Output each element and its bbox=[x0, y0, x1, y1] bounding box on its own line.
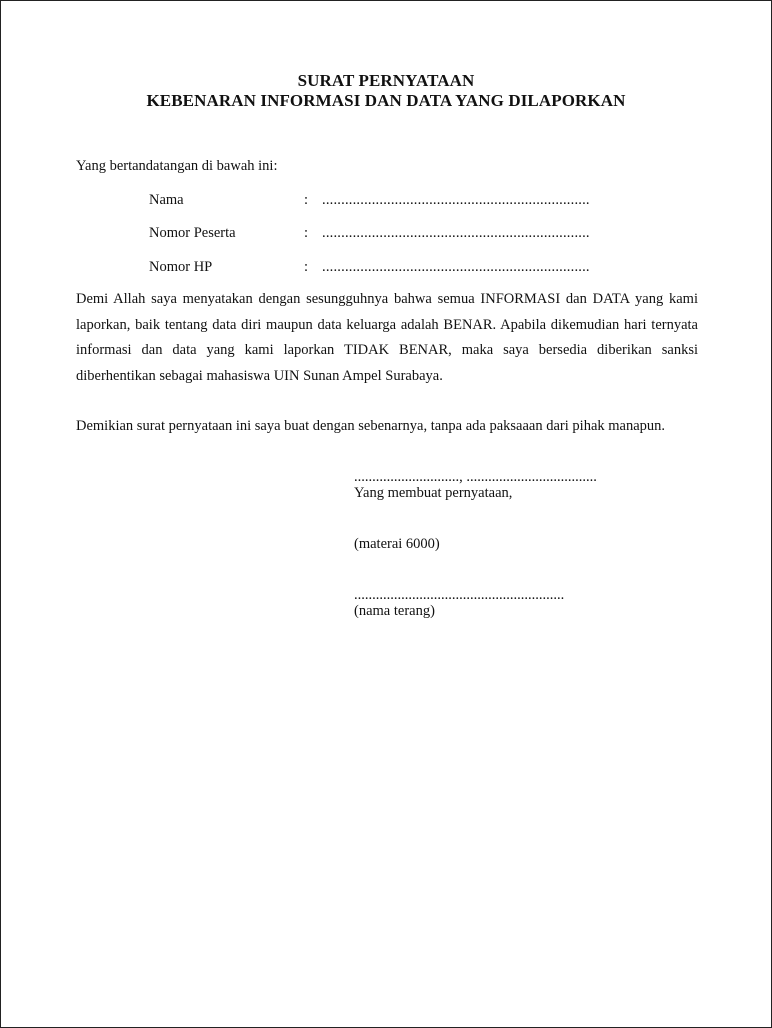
signature-place-date: ............................., .................................... bbox=[354, 469, 597, 485]
field-label-nomor-peserta: Nomor Peserta bbox=[149, 225, 236, 241]
field-colon: : bbox=[304, 259, 309, 275]
intro-text: Yang bertandatangan di bawah ini: bbox=[76, 158, 278, 174]
field-label-nama: Nama bbox=[149, 192, 184, 208]
field-blank-nama: ...................................................................... bbox=[322, 192, 590, 208]
field-label-nomor-hp: Nomor HP bbox=[149, 259, 213, 275]
field-blank-nomor-peserta: ...................................................................... bbox=[322, 225, 590, 241]
field-colon: : bbox=[304, 192, 309, 208]
stamp-label: (materai 6000) bbox=[354, 536, 440, 552]
field-colon: : bbox=[304, 225, 309, 241]
document-title: SURAT PERNYATAAN bbox=[297, 71, 475, 90]
signature-maker-label: Yang membuat pernyataan, bbox=[354, 485, 513, 501]
document-subtitle: KEBENARAN INFORMASI DAN DATA YANG DILAPORKAN bbox=[146, 91, 626, 110]
signature-line: .......................................................... bbox=[354, 587, 565, 603]
closing-paragraph: Demikian surat pernyataan ini saya buat dengan sebenarnya, tanpa ada paksaaan dari pihak manapun. bbox=[76, 418, 666, 434]
signature-name-label: (nama terang) bbox=[354, 603, 435, 619]
statement-paragraph: Demi Allah saya menyatakan dengan sesungguhnya bahwa semua INFORMASI dan DATA yang kami laporkan, baik tentang data diri maupun data keluarga adalah BENAR. Apabila dikemudian hari ternyata informasi dan data yang kami laporkan TIDAK BENAR, maka saya bersedia diberikan sanksi diberhentikan sebagai mahasiswa UIN Sunan Ampel Surabaya. bbox=[76, 291, 698, 384]
field-blank-nomor-hp: ...................................................................... bbox=[322, 259, 590, 275]
